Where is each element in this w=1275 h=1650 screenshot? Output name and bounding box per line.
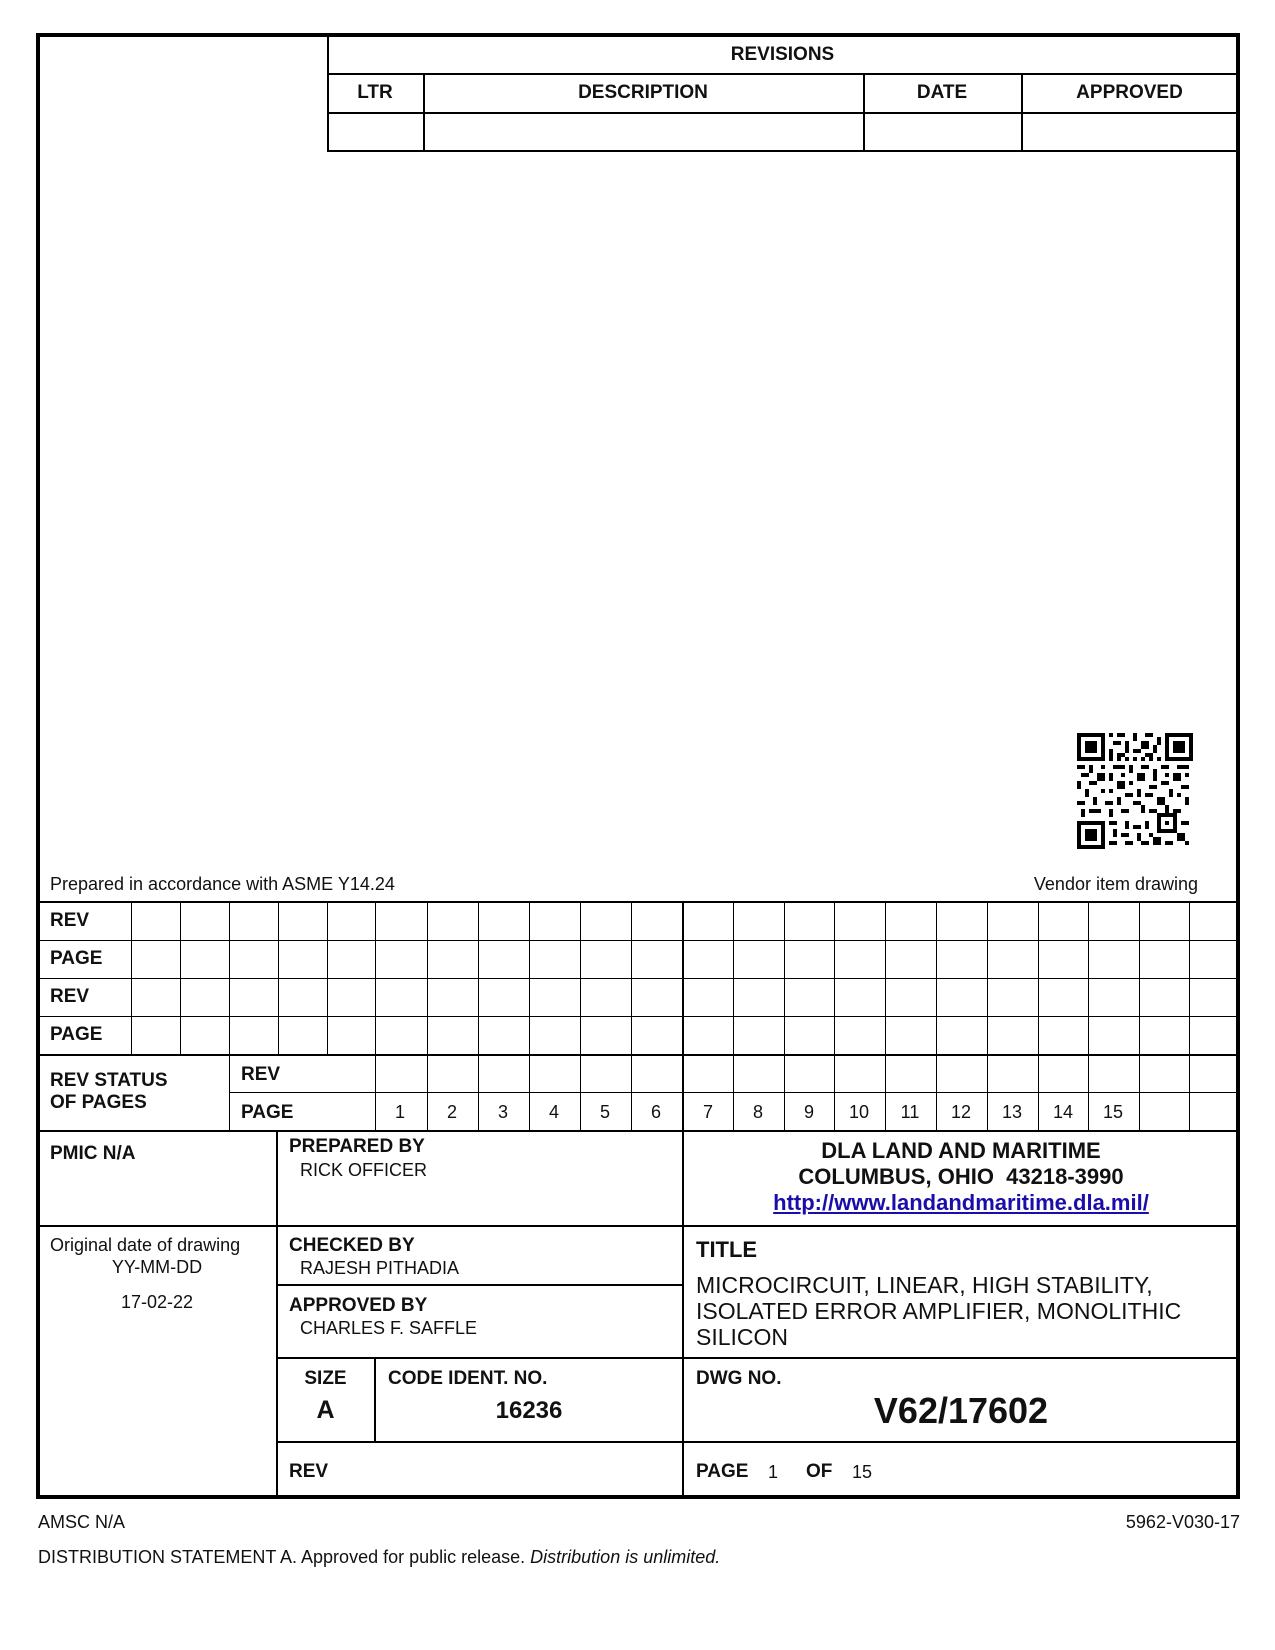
size-label: SIZE [304, 1368, 347, 1389]
of-label: OF [806, 1461, 833, 1482]
grid-page-label-1: PAGE [50, 948, 103, 969]
grid-rev-label-1: REV [50, 910, 90, 931]
rev-col-approved: APPROVED [1076, 82, 1183, 103]
pmic-label: PMIC N/A [50, 1143, 136, 1164]
qr-code-icon [1077, 733, 1193, 849]
page-number: 2 [446, 1102, 457, 1122]
rev-col-date: DATE [916, 82, 968, 103]
prepared-by-label: PREPARED BY [289, 1136, 425, 1157]
page-number: 3 [497, 1102, 508, 1122]
checked-by-name: RAJESH PITHADIA [300, 1258, 460, 1278]
grid-rev-label-2: REV [50, 986, 90, 1007]
page-label: PAGE [696, 1461, 749, 1482]
agency-url-link[interactable]: http://www.landandmaritime.dla.mil/ [773, 1190, 1149, 1215]
asme-note: Prepared in accordance with ASME Y14.24 [50, 874, 395, 894]
dwg-no-value: V62/17602 [873, 1390, 1049, 1431]
page-number: 13 [1001, 1102, 1023, 1122]
grid-page-label-2: PAGE [50, 1024, 103, 1045]
code-ident-label: CODE IDENT. NO. [388, 1368, 548, 1389]
rev-col-description: DESCRIPTION [578, 82, 708, 103]
size-value: A [316, 1396, 335, 1424]
page-number: 6 [650, 1102, 661, 1122]
vendor-note: Vendor item drawing [1033, 874, 1198, 894]
approved-by-label: APPROVED BY [289, 1295, 428, 1316]
prepared-by-name: RICK OFFICER [300, 1160, 428, 1180]
page-number: 11 [900, 1102, 920, 1122]
page-number: 9 [803, 1102, 814, 1122]
original-date-label: Original date of drawing [50, 1235, 241, 1255]
checked-by-label: CHECKED BY [289, 1235, 415, 1256]
page-number: 8 [752, 1102, 763, 1122]
of-total-value: 15 [852, 1462, 873, 1482]
status-page-label: PAGE [241, 1102, 294, 1123]
rev-col-ltr: LTR [357, 82, 393, 103]
rev-label: REV [289, 1461, 329, 1482]
page-number: 15 [1102, 1102, 1124, 1122]
page-number: 7 [702, 1102, 713, 1122]
page-number: 4 [548, 1102, 559, 1122]
document-number: 5962-V030-17 [1125, 1512, 1240, 1532]
page-number: 5 [599, 1102, 610, 1122]
amsc-note: AMSC N/A [38, 1512, 126, 1532]
page-number: 10 [848, 1102, 870, 1122]
revisions-title: REVISIONS [730, 44, 835, 65]
approved-by-name: CHARLES F. SAFFLE [300, 1318, 478, 1338]
agency-address: COLUMBUS, OHIO 43218-3990 [798, 1164, 1124, 1189]
date-format: YY-MM-DD [111, 1257, 203, 1277]
page-number: 14 [1052, 1102, 1074, 1122]
original-date-value: 17-02-22 [120, 1292, 194, 1312]
agency-name: DLA LAND AND MARITIME [821, 1138, 1101, 1163]
status-rev-label: REV [241, 1064, 281, 1085]
code-ident-value: 16236 [495, 1397, 563, 1424]
page-number: 12 [950, 1102, 972, 1122]
dwg-no-label: DWG NO. [696, 1368, 782, 1389]
title-label: TITLE [696, 1237, 758, 1262]
page-number: 1 [394, 1102, 405, 1122]
distribution-statement: DISTRIBUTION STATEMENT A. Approved for public release. Distribution is unlimited. [38, 1547, 721, 1567]
page-value: 1 [768, 1462, 779, 1482]
